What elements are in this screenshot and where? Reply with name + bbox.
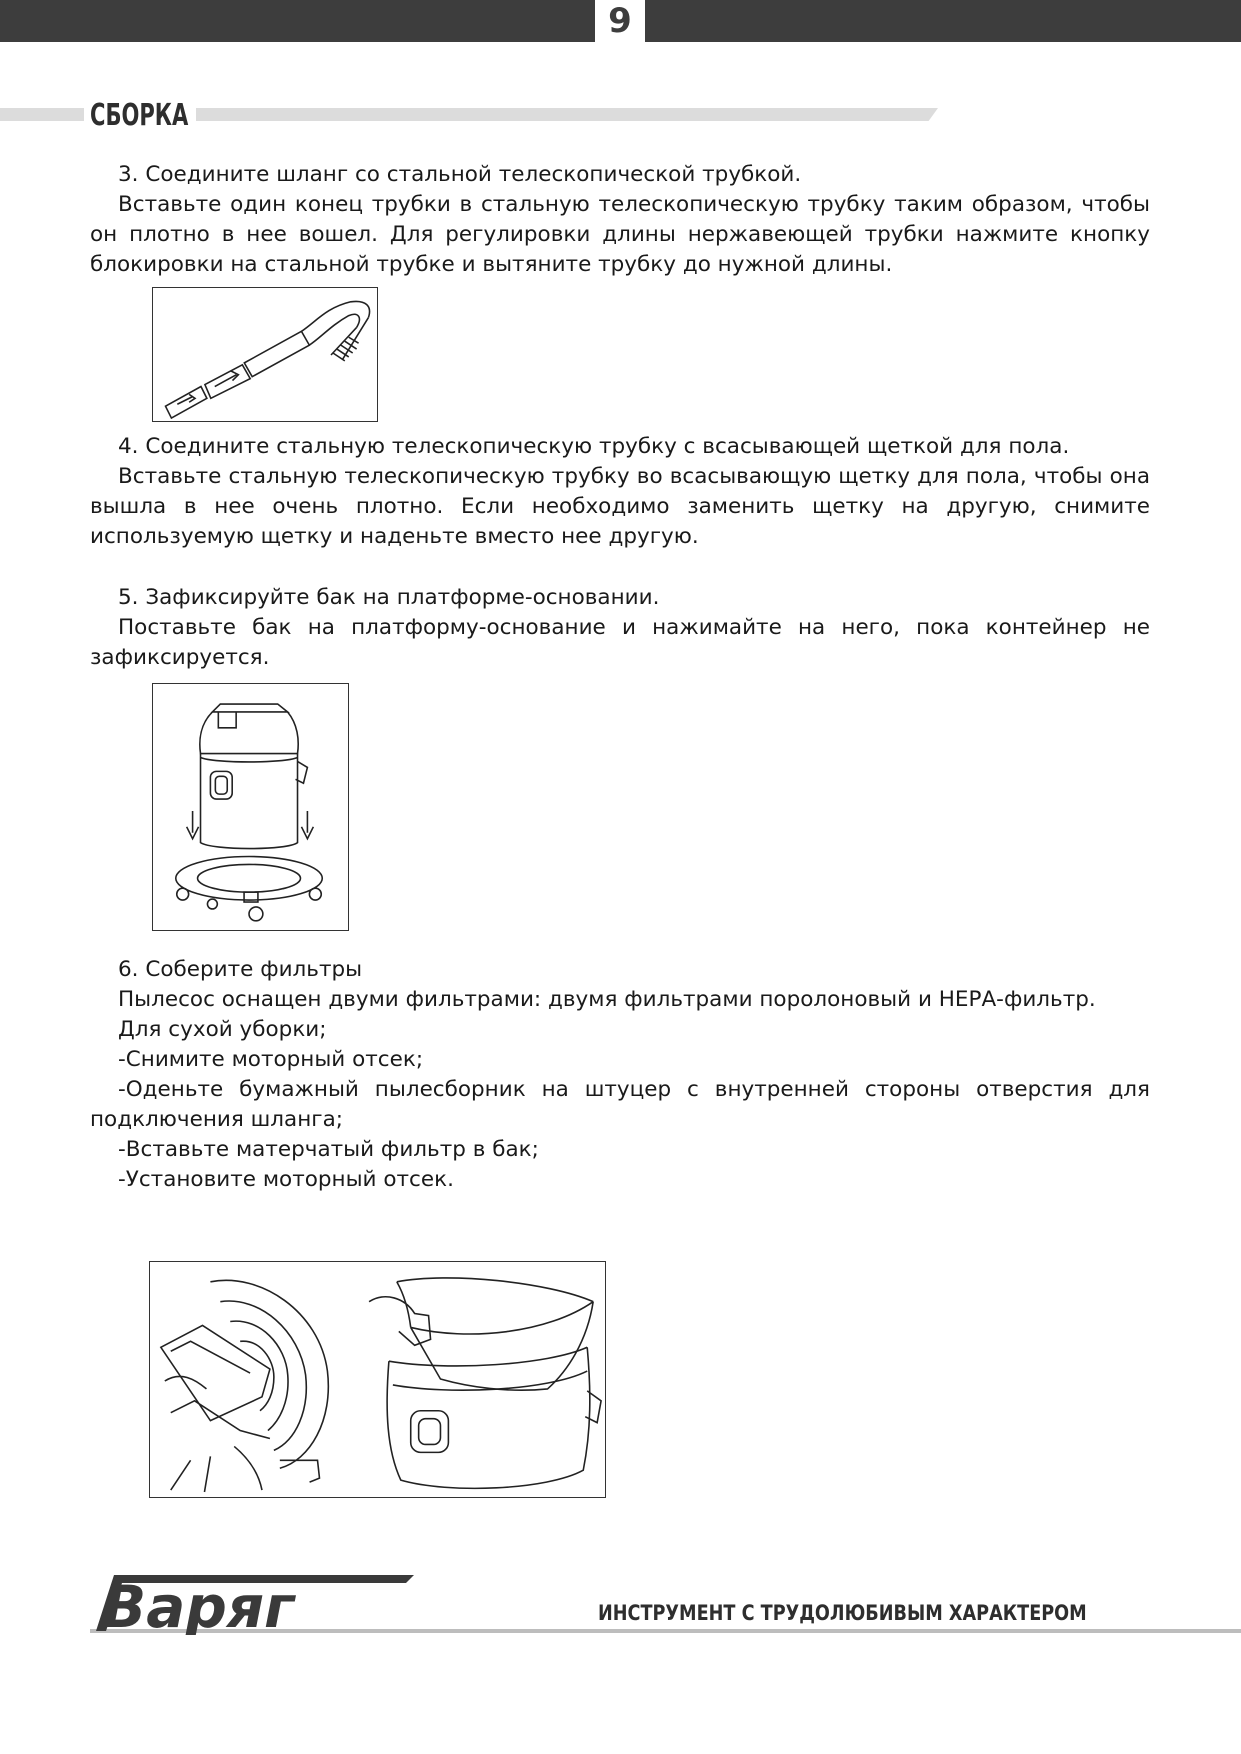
step-6-line: Для сухой уборки;	[118, 1017, 327, 1042]
step-6-text	[90, 955, 1150, 1195]
step-3-heading: 3. Соедините шланг со стальной телескопической трубкой.	[118, 162, 802, 187]
page-number-box	[588, 0, 652, 42]
step-4-body: Вставьте стальную телескопическую трубку во всасывающую щетку для пола, чтобы она вышла в нее очень плотно. Если необходимо заменить щетку на другую, снимите используемую щетку и наденьте вместо нее другую.	[90, 464, 1150, 549]
step-3-text	[90, 160, 1150, 280]
hose-tube-illustration	[153, 288, 377, 421]
figure-tank-base	[152, 683, 349, 931]
section-title: СБОРКА	[90, 98, 189, 133]
filter-install-illustration	[150, 1262, 605, 1497]
step-4-text	[90, 432, 1150, 552]
brand-logo	[88, 1565, 418, 1635]
step-5-body: Поставьте бак на платформу-основание и нажимайте на него, пока контейнер не зафиксируется.	[90, 615, 1150, 670]
figure-filter-install	[149, 1261, 606, 1498]
step-6-line: -Установите моторный отсек.	[118, 1167, 454, 1192]
step-6-line: -Снимите моторный отсек;	[118, 1047, 424, 1072]
step-5-text	[90, 583, 1150, 673]
step-5-heading: 5. Зафиксируйте бак на платформе-основании.	[118, 585, 660, 610]
step-3-body: Вставьте один конец трубки в стальную телескопическую трубку таким образом, чтобы он плотно в нее вошел. Для регулировки длины нержавеющей трубки нажмите кнопку блокировки на стальной трубке и вытяните трубку до нужной длины.	[90, 192, 1150, 277]
footer-slogan: ИНСТРУМЕНТ С ТРУДОЛЮБИВЫМ ХАРАКТЕРОМ	[598, 1601, 1087, 1625]
logo-text: Варяг	[102, 1573, 295, 1635]
tank-on-base-illustration	[153, 684, 348, 930]
page-number: 9	[608, 1, 632, 41]
step-6-line: Пылесос оснащен двуми фильтрами: двумя фильтрами поролоновый и НЕРА-фильтр.	[118, 987, 1096, 1012]
step-4-heading: 4. Соедините стальную телескопическую трубку с всасывающей щеткой для пола.	[118, 434, 1070, 459]
step-6-line: -Вставьте матерчатый фильтр в бак;	[118, 1137, 539, 1162]
varyag-logo-graphic	[88, 1565, 418, 1635]
figure-hose-tube	[152, 287, 378, 422]
step-6-line: -Оденьте бумажный пылесборник на штуцер с внутренней стороны отверстия для подключения шланга;	[90, 1077, 1150, 1132]
step-6-heading: 6. Соберите фильтры	[118, 957, 363, 982]
